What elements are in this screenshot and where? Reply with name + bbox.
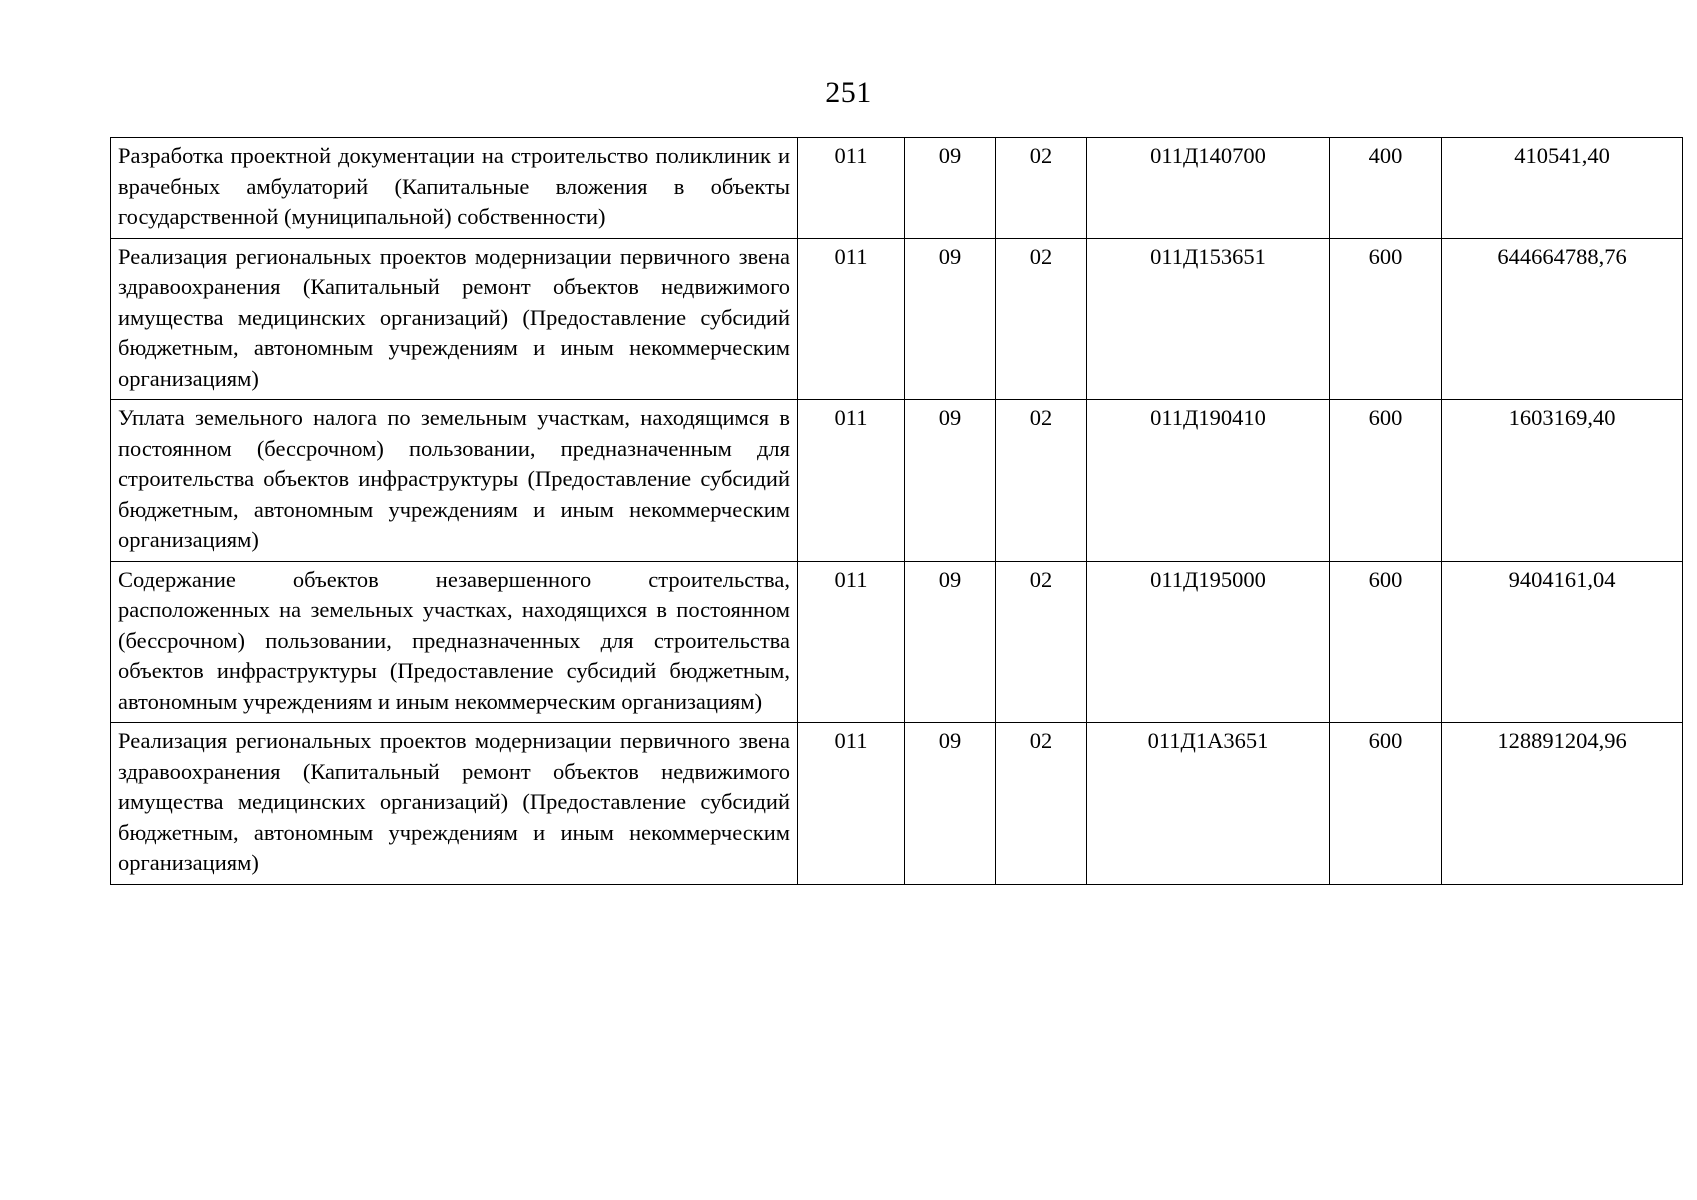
cell-expense-type: 600 [1330,400,1442,562]
cell-section: 09 [905,723,996,885]
cell-section: 09 [905,238,996,400]
cell-expense-type: 400 [1330,138,1442,239]
cell-target-code: 011Д190410 [1087,400,1330,562]
cell-description [111,561,798,723]
cell-expense-type: 600 [1330,723,1442,885]
cell-section: 09 [905,561,996,723]
cell-subsection: 02 [996,723,1087,885]
cell-amount: 644664788,76 [1442,238,1683,400]
description-text: Разработка проектной документации на строительство поликлиник и врачебных амбулаторий (Капитальные вложения в объекты государственной (муниципальной) собственности) [118,143,790,229]
budget-table [110,137,1683,885]
cell-subsection: 02 [996,561,1087,723]
cell-amount: 410541,40 [1442,138,1683,239]
cell-expense-type: 600 [1330,561,1442,723]
cell-description [111,138,798,239]
cell-subsection: 02 [996,138,1087,239]
cell-amount: 9404161,04 [1442,561,1683,723]
cell-subsection: 02 [996,400,1087,562]
description-text: Содержание объектов незавершенного строительства, расположенных на земельных участках, находящихся в постоянном (бессрочном) пользовании, предназначенных для строительства объектов инфраструктуры (Предоставление субсидий бюджетным, автономным учреждениям и иным некоммерческим организациям) [118,566,790,714]
table-row [111,561,1683,723]
table-row [111,400,1683,562]
cell-section: 09 [905,138,996,239]
cell-chief-code: 011 [798,561,905,723]
cell-chief-code: 011 [798,400,905,562]
cell-subsection: 02 [996,238,1087,400]
table-row [111,138,1683,239]
cell-target-code: 011Д153651 [1087,238,1330,400]
page-number: 251 [825,76,872,109]
cell-description [111,723,798,885]
cell-section: 09 [905,400,996,562]
budget-table-container [110,137,1627,885]
table-row [111,238,1683,400]
cell-expense-type: 600 [1330,238,1442,400]
cell-chief-code: 011 [798,238,905,400]
cell-target-code: 011Д1А3651 [1087,723,1330,885]
cell-chief-code: 011 [798,138,905,239]
cell-target-code: 011Д195000 [1087,561,1330,723]
cell-chief-code: 011 [798,723,905,885]
description-text: Реализация региональных проектов модернизации первичного звена здравоохранения (Капитальный ремонт объектов недвижимого имущества медицинских организаций) (Предоставление субсидий бюджетным, автономным учреждениям и иным некоммерческим организациям) [118,728,790,875]
cell-amount: 128891204,96 [1442,723,1683,885]
cell-target-code: 011Д140700 [1087,138,1330,239]
cell-amount: 1603169,40 [1442,400,1683,562]
description-text: Уплата земельного налога по земельным участкам, находящимся в постоянном (бессрочном) пользовании, предназначенным для строительства объектов инфраструктуры (Предоставление субсидий бюджетным, автономным учреждениям и иным некоммерческим организациям) [118,405,790,552]
cell-description [111,238,798,400]
cell-description [111,400,798,562]
table-row [111,723,1683,885]
budget-table-body [111,138,1683,885]
description-text: Реализация региональных проектов модернизации первичного звена здравоохранения (Капитальный ремонт объектов недвижимого имущества медицинских организаций) (Предоставление субсидий бюджетным, автономным учреждениям и иным некоммерческим организациям) [118,243,790,391]
